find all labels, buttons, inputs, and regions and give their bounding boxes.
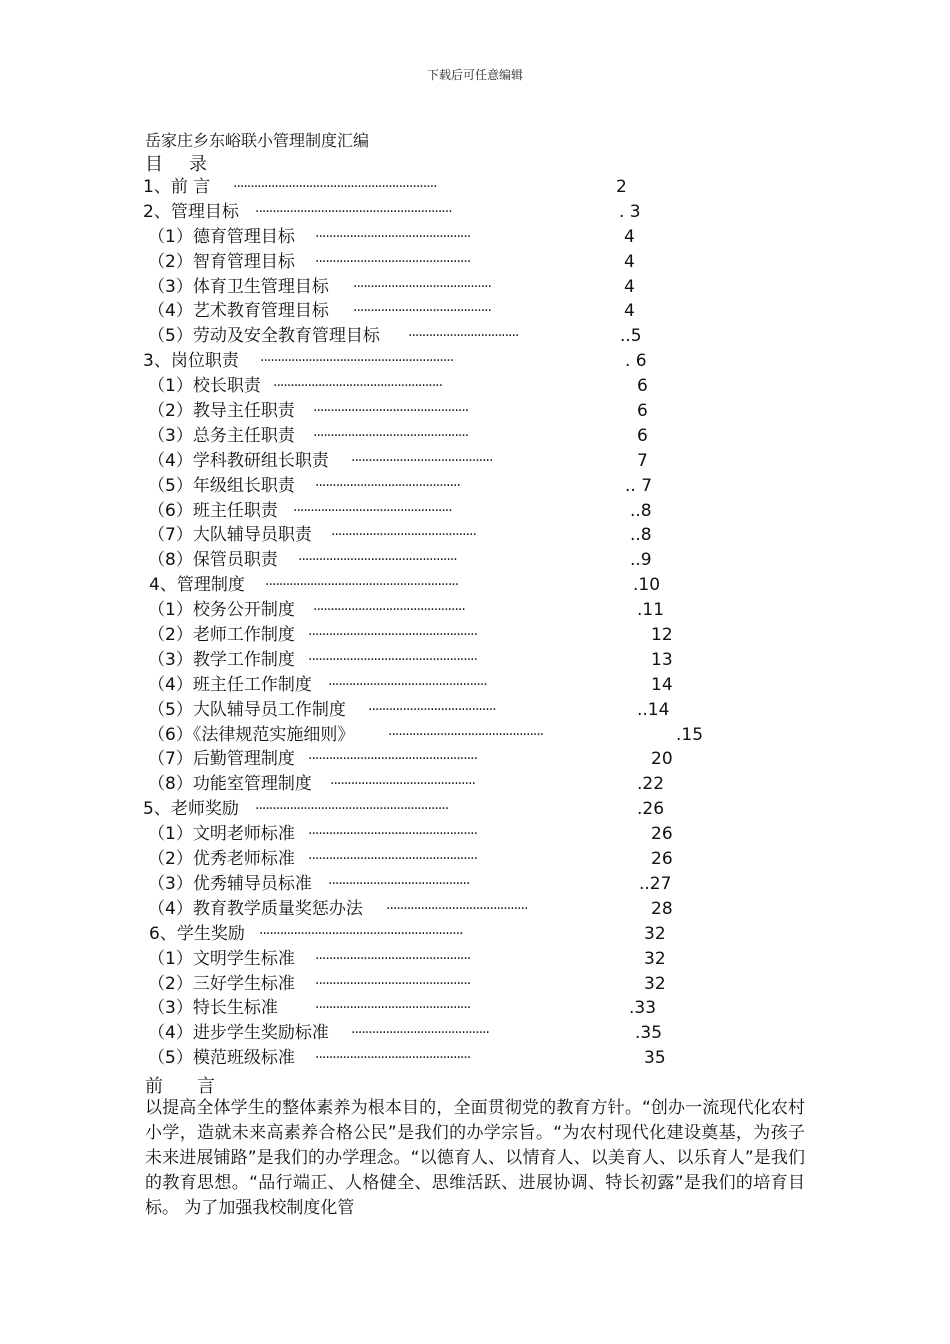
toc-page-number: 4 <box>624 251 635 272</box>
toc-entry-label: （3）体育卫生管理目标 <box>148 276 329 297</box>
toc-page-number: 7 <box>637 450 648 471</box>
toc-page-number: 14 <box>651 674 673 695</box>
toc-page-number: 4 <box>624 301 635 322</box>
toc-page-number: 4 <box>624 226 635 247</box>
toc-row <box>143 225 723 250</box>
toc-page-number: .22 <box>637 774 665 795</box>
toc-row <box>143 200 723 225</box>
toc-entry-label: （1）文明老师标准 <box>148 824 295 845</box>
toc-entry-label: 6、学生奖励 <box>149 923 245 944</box>
section-title-preface <box>145 1072 215 1098</box>
toc-row <box>143 474 723 499</box>
toc-entry-label: （2）智育管理目标 <box>148 251 295 272</box>
toc-leader-dots: ························································ <box>260 353 454 370</box>
toc-page-number: 26 <box>651 824 673 845</box>
toc-page-number: ..8 <box>630 500 652 521</box>
toc-leader-dots: ········································· <box>386 900 528 917</box>
toc-row <box>143 797 723 822</box>
toc-page-number: 28 <box>651 898 673 919</box>
toc-entry-label: （2）三好学生标准 <box>148 973 295 994</box>
toc-row <box>143 449 723 474</box>
toc-leader-dots: ························································ <box>265 577 459 594</box>
toc-entry-label: （8）功能室管理制度 <box>148 774 312 795</box>
toc-entry-label: 3、岗位职责 <box>143 351 239 372</box>
toc-page-number: 12 <box>651 625 673 646</box>
toc-entry-label: 4、管理制度 <box>149 575 245 596</box>
toc-leader-dots: ·············································· <box>328 676 487 693</box>
toc-row <box>143 1021 723 1046</box>
toc-entry-label: 1、前 言 <box>143 177 211 197</box>
toc-leader-dots: ················································· <box>308 627 478 644</box>
toc-leader-dots: ··························································· <box>259 925 463 942</box>
toc-entry-label: （6）《法律规范实施细则》 <box>148 724 355 745</box>
toc-leader-dots: ········································· <box>328 875 470 892</box>
toc-entry-label: （4）艺术教育管理目标 <box>148 301 329 322</box>
toc-leader-dots: ········································ <box>353 278 492 295</box>
toc-page-number: 35 <box>644 1048 666 1069</box>
toc-entry-label: （4）班主任工作制度 <box>148 674 312 695</box>
toc-entry-label: 2、管理目标 <box>143 201 239 222</box>
toc-leader-dots: ····································· <box>368 701 496 718</box>
toc-leader-dots: ············································· <box>315 1000 471 1017</box>
toc-row <box>143 972 723 997</box>
toc-page-number: ..14 <box>637 699 670 720</box>
toc-leader-dots: ························································ <box>255 801 449 818</box>
toc-entry-label: （3）特长生标准 <box>148 998 278 1019</box>
page-header: 下载后可任意编辑 <box>426 68 523 82</box>
toc-leader-dots: ·········································· <box>331 527 476 544</box>
toc-heading-char-1: 目 <box>145 154 163 175</box>
toc-page-number: 2 <box>616 177 627 197</box>
toc-leader-dots: ············································· <box>315 253 471 270</box>
toc-entry-label: （5）年级组长职责 <box>148 475 295 496</box>
toc-leader-dots: ············································ <box>313 602 465 619</box>
toc-entry-label: （5）劳动及安全教育管理目标 <box>148 326 380 347</box>
toc-page-number: ..8 <box>630 525 652 546</box>
toc-leader-dots: ·········································· <box>330 776 475 793</box>
toc-page-number: 13 <box>651 649 673 670</box>
toc-row <box>143 947 723 972</box>
toc-row <box>143 275 723 300</box>
toc-leader-dots: ············································· <box>313 427 469 444</box>
toc-leader-dots: ································ <box>408 328 519 345</box>
table-of-contents <box>143 175 723 1071</box>
toc-heading-char-2: 录 <box>189 154 207 175</box>
toc-leader-dots: ················································· <box>308 826 478 843</box>
toc-page-number: .11 <box>637 600 665 621</box>
toc-page-number: .26 <box>637 799 665 820</box>
toc-row <box>143 922 723 947</box>
toc-page-number: ..27 <box>639 873 672 894</box>
toc-row <box>143 399 723 424</box>
toc-page-number: 6 <box>637 401 648 422</box>
toc-page-number: ..9 <box>630 550 652 571</box>
toc-row <box>143 499 723 524</box>
toc-row <box>143 747 723 772</box>
toc-page-number: .35 <box>635 1023 663 1044</box>
toc-row <box>143 175 723 200</box>
toc-entry-label: （4）教育教学质量奖惩办法 <box>148 898 363 919</box>
toc-row <box>143 250 723 275</box>
toc-row <box>143 698 723 723</box>
toc-entry-label: （2）老师工作制度 <box>148 625 295 646</box>
toc-page-number: 4 <box>624 276 635 297</box>
toc-entry-label: （7）后勤管理制度 <box>148 749 295 770</box>
toc-row <box>143 548 723 573</box>
toc-row <box>143 598 723 623</box>
toc-entry-label: （5）模范班级标准 <box>148 1048 295 1069</box>
toc-leader-dots: ························································· <box>255 203 452 220</box>
toc-row <box>143 648 723 673</box>
toc-entry-label: （1）校长职责 <box>148 376 261 397</box>
toc-leader-dots: ·············································· <box>298 552 457 569</box>
toc-leader-dots: ········································ <box>351 1025 490 1042</box>
toc-page-number: ..5 <box>620 326 642 347</box>
toc-leader-dots: ·············································· <box>293 502 452 519</box>
toc-page-number: .15 <box>676 724 704 745</box>
toc-page-number: . 3 <box>619 201 641 222</box>
toc-page-number: 32 <box>644 973 666 994</box>
toc-row <box>143 723 723 748</box>
toc-entry-label: （5）大队辅导员工作制度 <box>148 699 346 720</box>
toc-page-number: 32 <box>644 948 666 969</box>
toc-entry-label: （1）德育管理目标 <box>148 226 295 247</box>
toc-row <box>143 374 723 399</box>
toc-row <box>143 847 723 872</box>
toc-page-number: .10 <box>633 575 661 596</box>
toc-entry-label: （3）教学工作制度 <box>148 649 295 670</box>
toc-row <box>143 523 723 548</box>
toc-entry-label: 5、老师奖励 <box>143 799 239 820</box>
toc-leader-dots: ·········································· <box>315 477 460 494</box>
toc-entry-label: （4）学科教研组长职责 <box>148 450 329 471</box>
toc-leader-dots: ········································· <box>351 452 493 469</box>
toc-row <box>143 623 723 648</box>
toc-row <box>143 424 723 449</box>
toc-leader-dots: ················································· <box>273 378 443 395</box>
document-title: 岳家庄乡东峪联小管理制度汇编 <box>145 131 370 150</box>
toc-page-number: 6 <box>637 376 648 397</box>
toc-leader-dots: ················································· <box>308 751 478 768</box>
toc-entry-label: （2）优秀老师标准 <box>148 849 295 870</box>
toc-page-number: .. 7 <box>625 475 653 496</box>
toc-entry-label: （3）总务主任职责 <box>148 425 295 446</box>
toc-leader-dots: ············································· <box>313 403 469 420</box>
toc-row <box>143 324 723 349</box>
toc-page-number: 6 <box>637 425 648 446</box>
toc-row <box>143 299 723 324</box>
toc-heading <box>145 150 207 176</box>
toc-row <box>143 872 723 897</box>
toc-row <box>143 996 723 1021</box>
toc-leader-dots: ············································· <box>315 1050 471 1067</box>
toc-page-number: 32 <box>644 923 666 944</box>
toc-entry-label: （1）文明学生标准 <box>148 948 295 969</box>
toc-page-number: .33 <box>629 998 657 1019</box>
preface-paragraph: 以提高全体学生的整体素养为根本目的，全面贯彻党的教育方针。“创办一流现代化农村小学，造就未来高素养合格公民”是我们的办学宗旨。“为农村现代化建设奠基，为孩子未来进展铺路”是我们的办学理念。“以德育人、以情育人、以美育人、以乐育人”是我们的教育思想。“品行端正、人格健全、思维活跃、进展协调、特长初露”是我们的培育目标。 为了加强我校制度化管 <box>145 1098 805 1218</box>
toc-leader-dots: ················································· <box>308 651 478 668</box>
toc-entry-label: （8）保管员职责 <box>148 550 278 571</box>
toc-entry-label: （2）教导主任职责 <box>148 401 295 422</box>
toc-leader-dots: ············································· <box>388 726 544 743</box>
toc-entry-label: （7）大队辅导员职责 <box>148 525 312 546</box>
toc-leader-dots: ············································· <box>315 950 471 967</box>
toc-leader-dots: ········································ <box>353 303 492 320</box>
toc-leader-dots: ············································· <box>315 228 471 245</box>
toc-leader-dots: ················································· <box>308 851 478 868</box>
toc-leader-dots: ············································· <box>315 975 471 992</box>
toc-entry-label: （3）优秀辅导员标准 <box>148 873 312 894</box>
section-title-char-1: 前 <box>145 1076 163 1097</box>
toc-row <box>143 772 723 797</box>
toc-row <box>143 349 723 374</box>
toc-row <box>143 673 723 698</box>
toc-page-number: . 6 <box>625 351 647 372</box>
toc-leader-dots: ··························································· <box>233 179 437 195</box>
toc-row <box>143 573 723 598</box>
toc-entry-label: （1）校务公开制度 <box>148 600 295 621</box>
section-title-char-2: 言 <box>197 1076 215 1097</box>
toc-page-number: 26 <box>651 849 673 870</box>
toc-entry-label: （4）进步学生奖励标准 <box>148 1023 329 1044</box>
toc-entry-label: （6）班主任职责 <box>148 500 278 521</box>
toc-page-number: 20 <box>651 749 673 770</box>
toc-row <box>143 822 723 847</box>
toc-row <box>143 897 723 922</box>
toc-row <box>143 1046 723 1071</box>
